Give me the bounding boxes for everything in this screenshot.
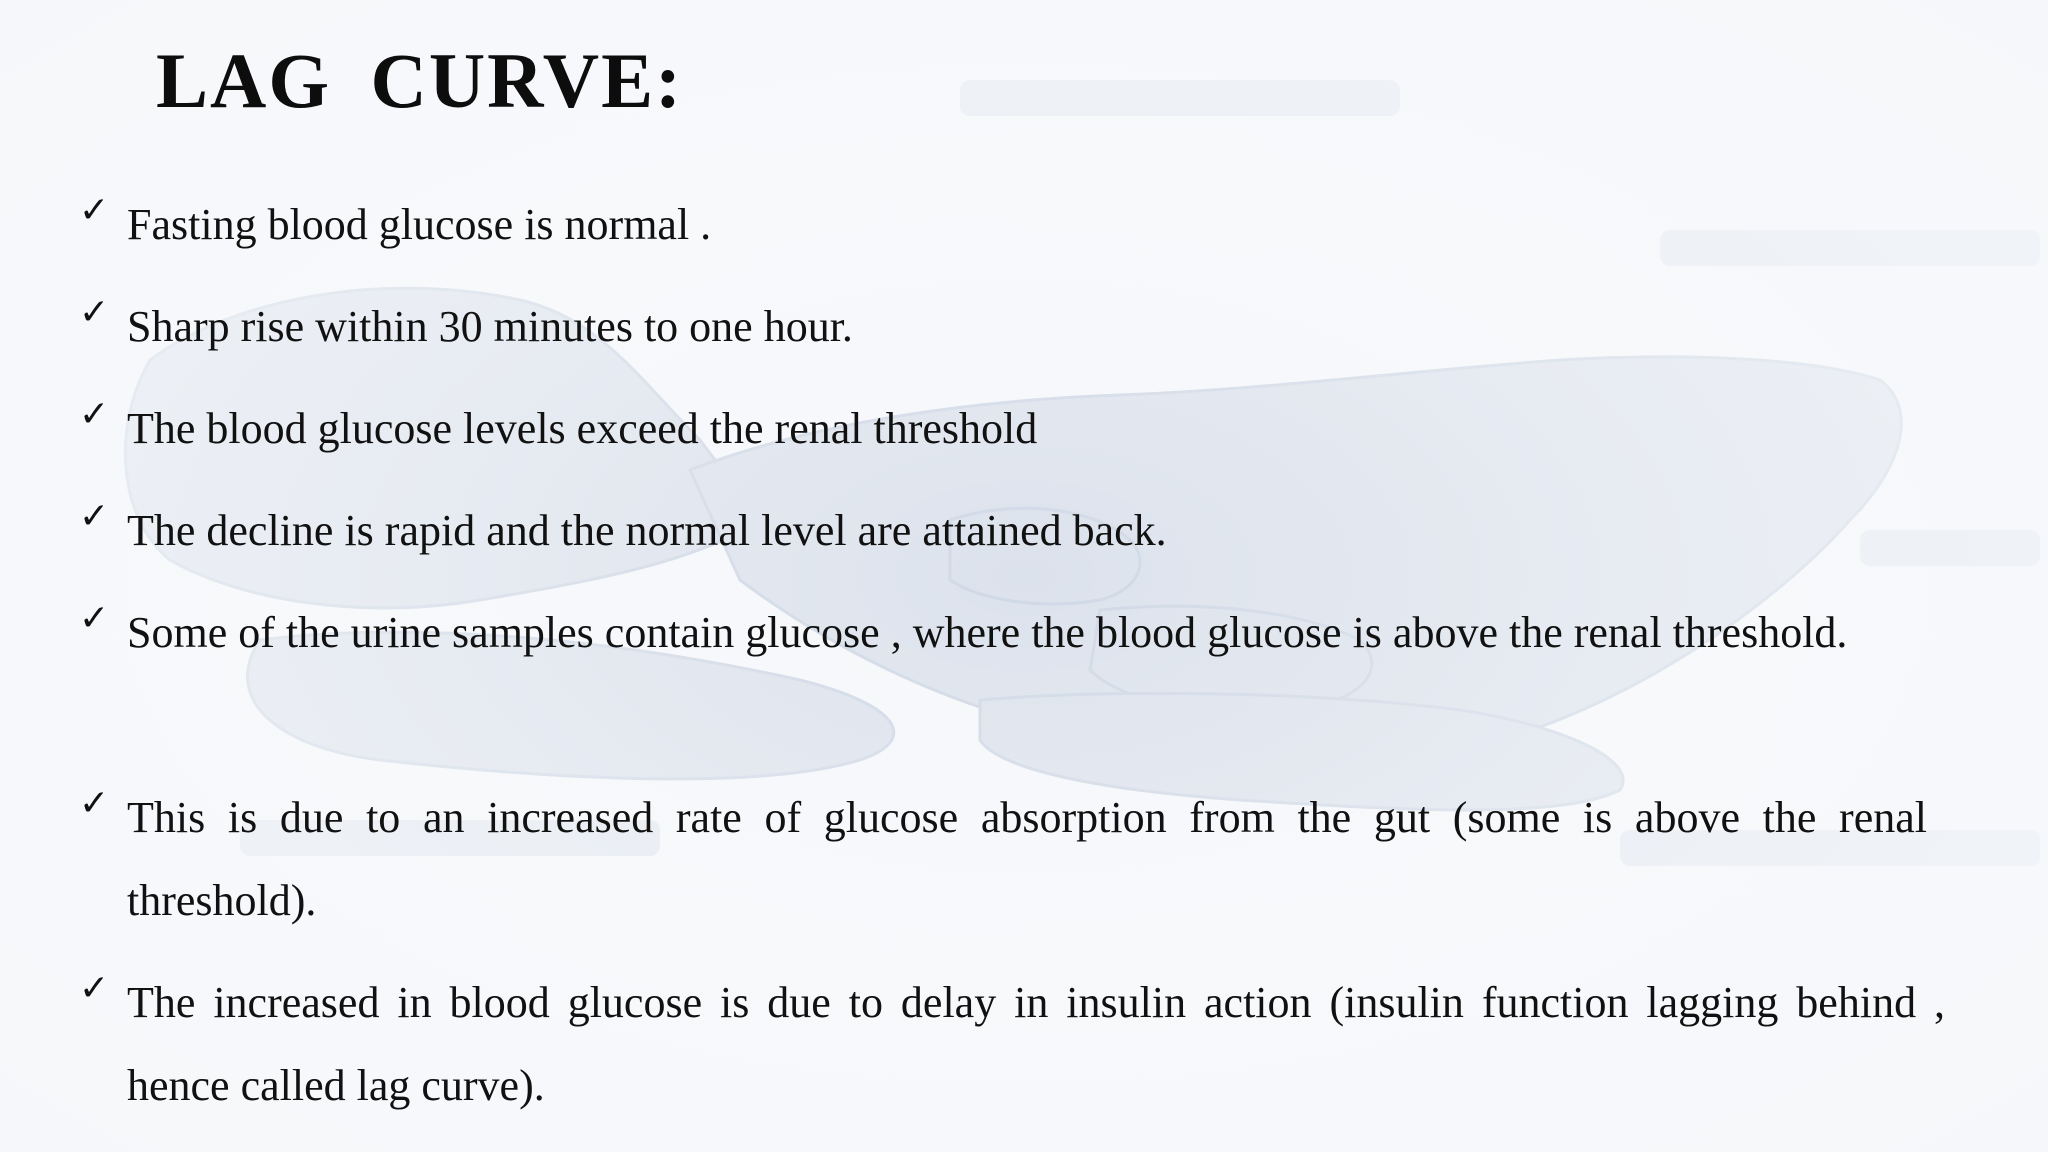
bullet-text: The increased in blood glucose is due to delay in insulin action (insulin function lagging behind , hence called lag curve). xyxy=(127,978,1945,1110)
slide-title: LAG CURVE: xyxy=(156,37,684,124)
checkmark-icon: ✓ xyxy=(79,496,110,537)
bullet-text: Sharp rise within 30 minutes to one hour. xyxy=(127,302,853,351)
checkmark-icon: ✓ xyxy=(79,968,110,1009)
bullet-text: The decline is rapid and the normal level are attained back. xyxy=(127,506,1167,555)
bullet-text: This is due to an increased rate of glucose absorption from the gut (some is above the renal threshold). xyxy=(127,793,1927,925)
checkmark-icon: ✓ xyxy=(79,783,110,824)
bullet-text: Some of the urine samples contain glucose , where the blood glucose is above the renal threshold. xyxy=(127,608,1848,657)
bullet-item xyxy=(79,489,1945,572)
bullet-item xyxy=(79,387,1945,470)
bullet-text: Fasting blood glucose is normal . xyxy=(127,200,712,249)
bullet-item xyxy=(79,285,1945,368)
bullet-item xyxy=(79,591,1945,674)
bullet-item xyxy=(79,183,1945,266)
checkmark-icon: ✓ xyxy=(79,394,110,435)
bullet-text: The blood glucose levels exceed the renal threshold xyxy=(127,404,1038,453)
bullet-item xyxy=(79,961,1945,1127)
bullet-item xyxy=(79,776,1927,942)
checkmark-icon: ✓ xyxy=(79,598,110,639)
checkmark-icon: ✓ xyxy=(79,190,110,231)
checkmark-icon: ✓ xyxy=(79,292,110,333)
